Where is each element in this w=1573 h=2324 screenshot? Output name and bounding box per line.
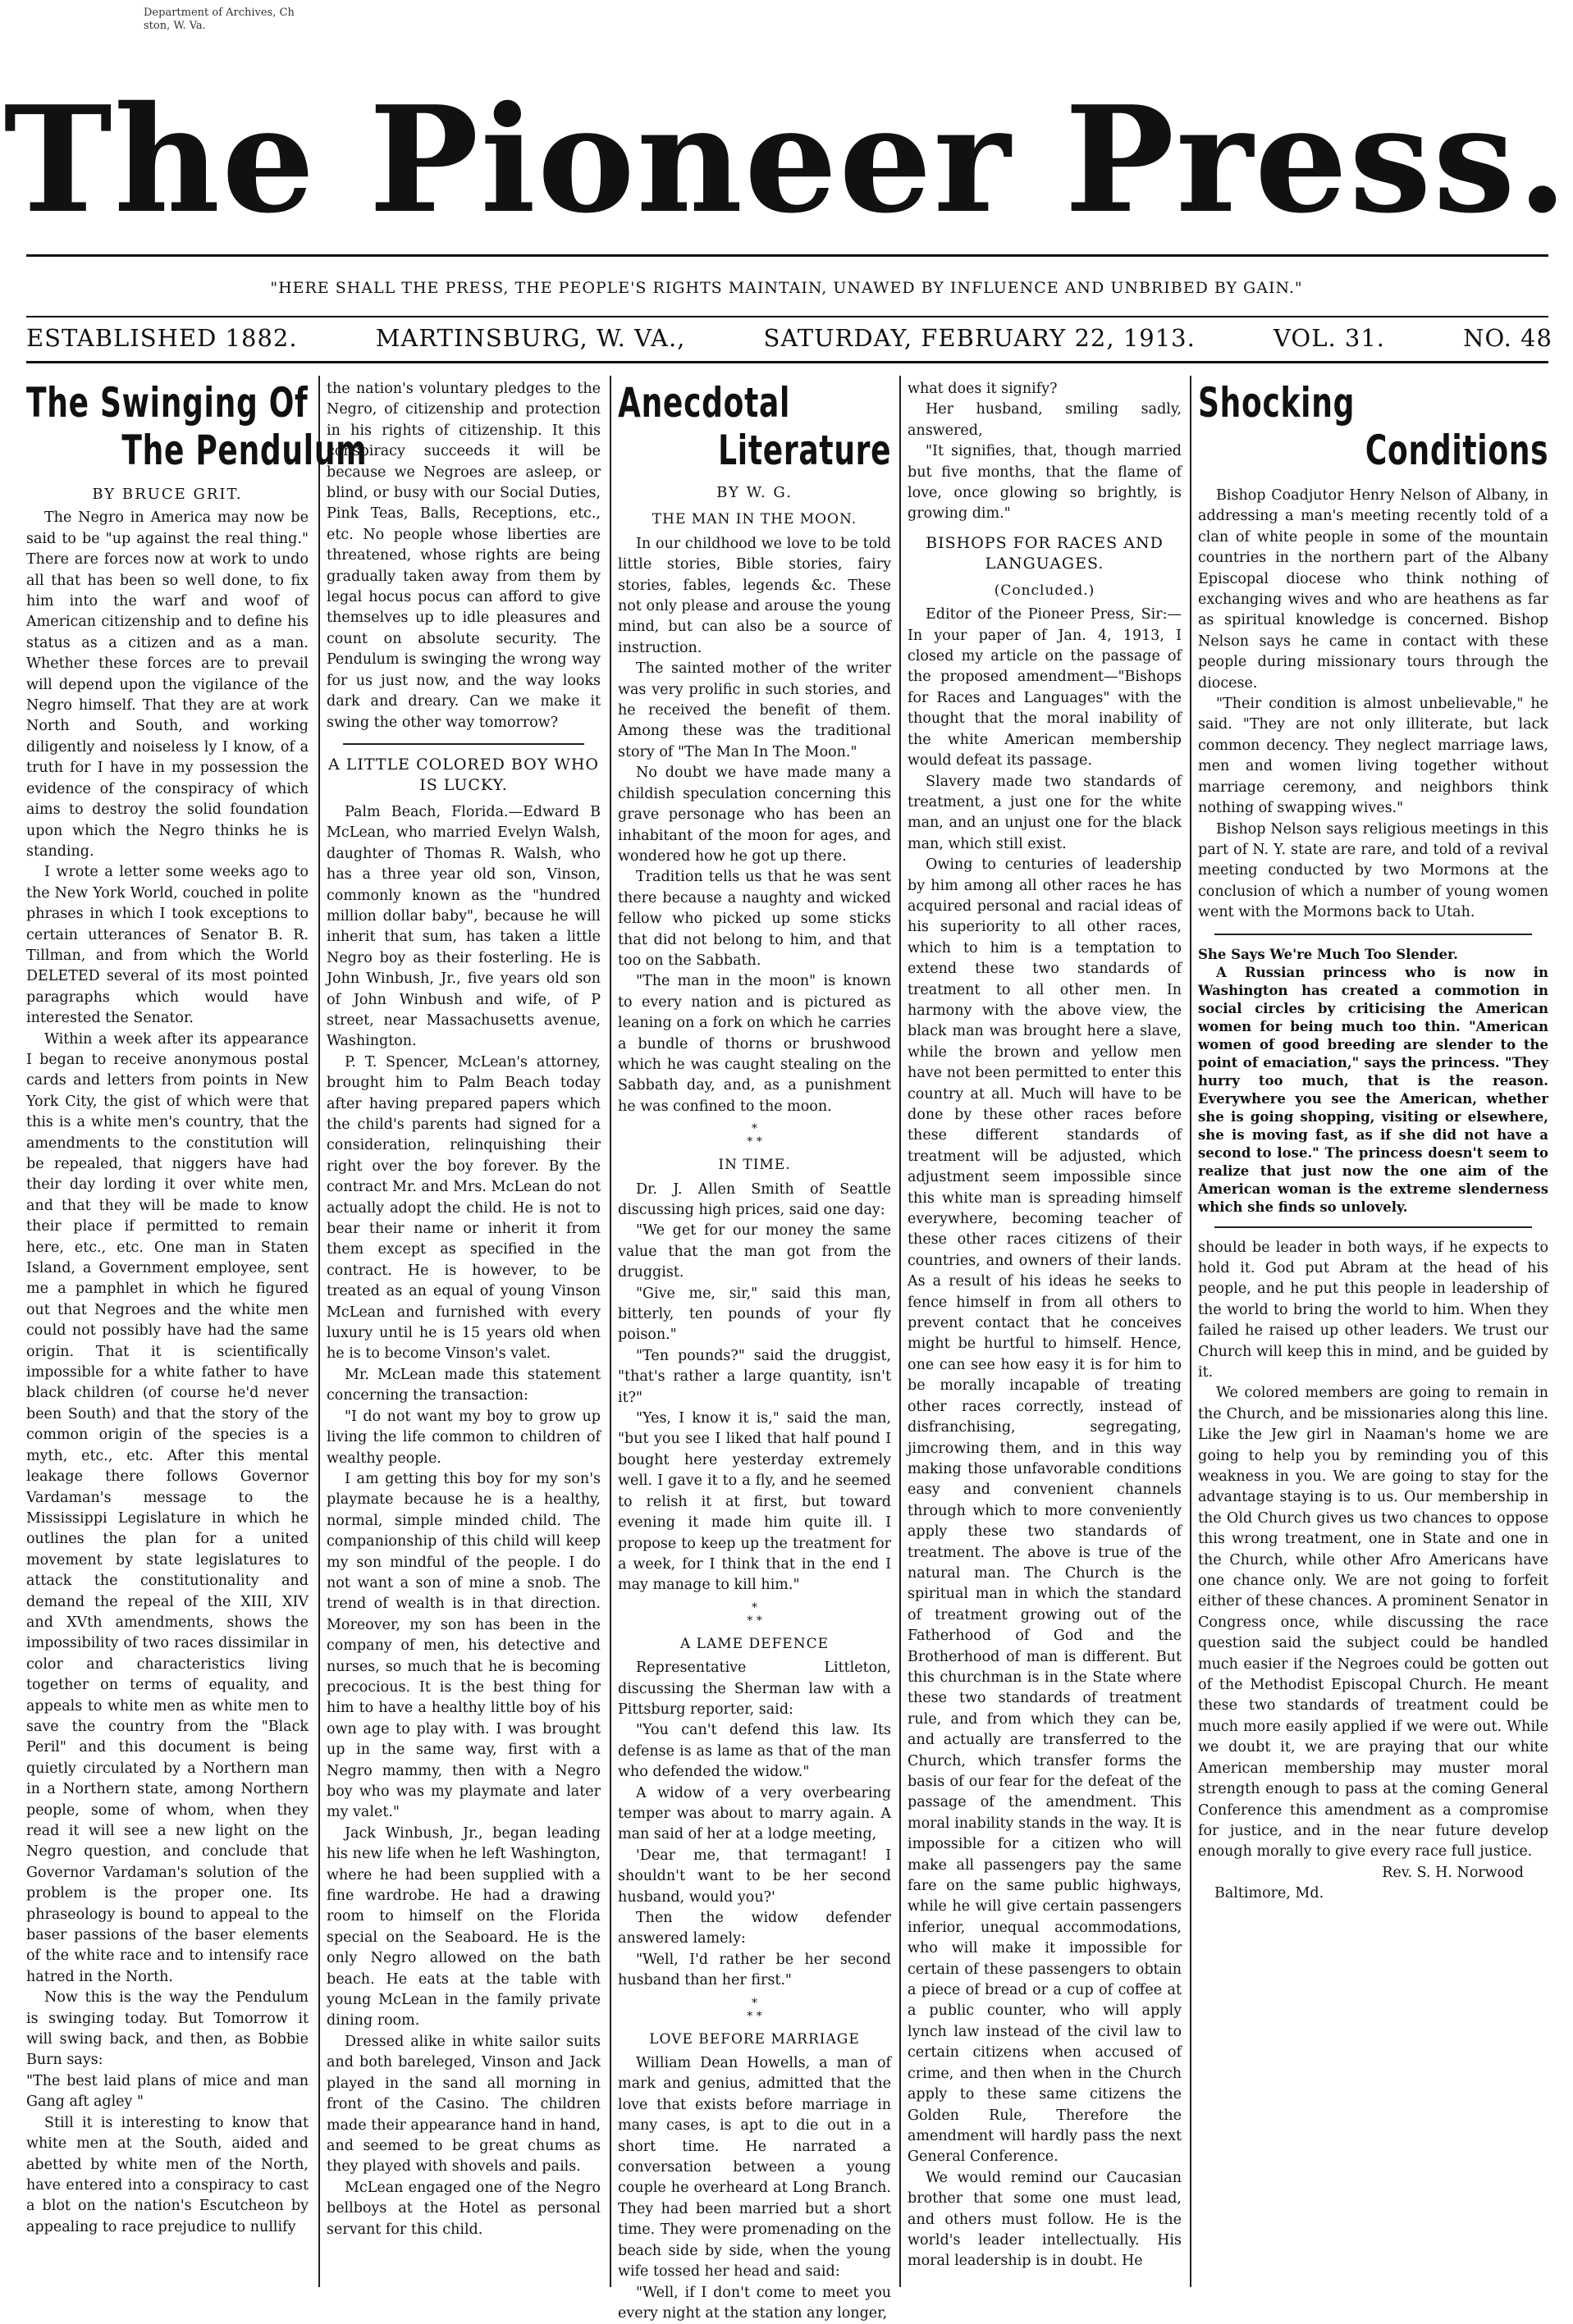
volume: VOL. 31. — [1273, 324, 1385, 352]
article-paragraph: I wrote a letter some weeks ago to the New York World, couched in polite phrases in which I took exceptions to certain utterances of Senator B. R. Tillman, and from which the World DELETED several of its most pointed paragraphs which would have interested the Senator. — [26, 862, 309, 1029]
article-paragraph: the nation's voluntary pledges to the Negro, of citizenship and protection in his rights of citizenship. It this conspiracy succeeds it will be because we Negroes are asleep, or blind, or busy with our Social Duties, Pink Teas, Balls, Receptions, etc., etc. No people whose liberties are threatened, whose rights are being gradually taken away from them by legal hocus pocus can afford to give themselves up to idle pleasures and count on absolute security. The Pendulum is swinging the wrong way for us just now, and the way looks dark and dreary. Can we make it swing the other way tomorrow? — [327, 379, 601, 733]
article-paragraph: Her husband, smiling sadly, answered, — [908, 400, 1182, 441]
subhead-man-in-moon: THE MAN IN THE MOON. — [618, 509, 891, 530]
asterism: * * * — [618, 1997, 891, 2023]
article-paragraph: Bishop Nelson says religious meetings in this part of N. Y. state are rare, and told of a revival meeting conducted by two Mormons at the conclusion of which a number of young women went with the Mormons back to Utah. — [1198, 820, 1548, 924]
subhead-bishops: BISHOPS FOR RACES AND LANGUAGES. — [908, 533, 1182, 574]
article-paragraph: Slavery made two standards of treatment, a just one for the white man, and an unjust one for the black man, which still exist. — [908, 772, 1182, 856]
column-rule-4 — [1190, 376, 1191, 2287]
headline-anecdotal-b: Literature — [718, 427, 891, 474]
article-paragraph: "I do not want my boy to grow up living the life common to children of wealthy people. — [327, 1407, 601, 1469]
article-paragraph: Dr. J. Allen Smith of Seattle discussing high prices, said one day: — [618, 1180, 891, 1221]
article-paragraph: "It signifies, that, though married but five months, that the flame of love, once glowing so brightly, is growing dim." — [908, 441, 1182, 525]
column-4 — [908, 379, 1182, 2290]
article-paragraph: No doubt we have made many a childish speculation concerning this grave personage who has been an inhabitant of the moon for ages, and wondered how he got up there. — [618, 763, 891, 867]
dateline — [26, 324, 1552, 352]
article-paragraph: Representative Littleton, discussing the Sherman law with a Pittsburg reporter, said: — [618, 1658, 891, 1720]
column-2 — [327, 379, 601, 2290]
article-paragraph: "Ten pounds?" said the druggist, "that's rather a large quantity, isn't it?" — [618, 1346, 891, 1409]
article-paragraph: Within a week after its appearance I began to receive anonymous postal cards and letters from points in New York City, the gist of which were that this is a white men's country, that the amendments to the constitution will be repealed, that niggers have had their day lording it over white men, and that they will be made to know their place if permitted to remain here, etc., etc. One man in Staten Island, a Government employee, sent me a pamphlet in which he figured out that Negroes and the white men could not possibly have had the same origin. That it is scientifically impossible for a white father to have black children (of course he'd never been South) and that the story of the common origin of the species is a myth, etc., etc. After this mental leakage there follows Governor Vardaman's message to the Mississippi Legislature in which he outlines the plan for a united movement by state legislatures to attack the constitutionality and demand the repeal of the XIII, XIV and XVth amendments, shows the impossibility of two races dissimilar in color and characteristics living together on terms of equality, and appeals to white men as white men to save the country from the "Black Peril" and this document is being quietly circulated by a Northern man in a Northern state, among Northern people, some of whom, when they read it will see a new light on the Negro question, and conclude that Governor Vardaman's solution of the problem is the proper one. Its phraseology is bound to appeal to the baser passions of the baser elements of the white race and to intensify race hatred in the North. — [26, 1030, 309, 1988]
article-paragraph: Still it is interesting to know that white men at the South, aided and abetted by white men of the North, have entered into a conspiracy to cast a blot on the nation's Escutcheon by appealing to race prejudice to nullify — [26, 2113, 309, 2238]
article-separator — [1214, 1226, 1532, 1228]
article-paragraph: 'Dear me, that termagant! I shouldn't want to be her second husband, would you?' — [618, 1846, 891, 1908]
article-paragraph: William Dean Howells, a man of mark and genius, admitted that the love that exists before marriage in many cases, is apt to die out in a short time. He narrated a conversation between a young couple he overheard at Long Branch. They had been married but a short time. They were promenading on the beach side by side, when the young wife tossed her head and said: — [618, 2053, 891, 2282]
column-1 — [26, 379, 309, 2290]
article-separator — [343, 743, 584, 745]
motto: "HERE SHALL THE PRESS, THE PEOPLE'S RIGHTS MAINTAIN, UNAWED BY INFLUENCE AND UNBRIBED BY GAIN." — [0, 279, 1573, 297]
dateline-bottom-rule — [26, 361, 1548, 363]
article-paragraph: Tradition tells us that he was sent there because a naughty and wicked fellow who picked up some sticks that did not belong to him, and that too on the Sabbath. — [618, 867, 891, 971]
subhead-too-slender: She Says We're Much Too Slender. — [1198, 945, 1548, 964]
article-paragraph: Dressed alike in white sailor suits and both bareleged, Vinson and Jack played in the sand all morning in front of the Casino. The children made their appearance hand in hand, and seemed to be great chums as they played with shovels and pails. — [327, 2032, 601, 2178]
article-paragraph: Palm Beach, Florida.—Edward B McLean, who married Evelyn Walsh, daughter of Thomas R. Walsh, who has a three year old son, Vinson, commonly known as the "hundred million dollar baby", because he will inherit that sum, has taken a little Negro boy as their fosterling. He is John Winbush, Jr., five years old son of John Winbush and wife, of P street, near Massachusetts avenue, Washington. — [327, 802, 601, 1052]
dateline-top-rule — [26, 316, 1548, 317]
article-paragraph: "Well, I'd rather be her second husband than her first." — [618, 1950, 891, 1992]
subhead-love-before-marriage: LOVE BEFORE MARRIAGE — [618, 2030, 891, 2050]
subhead-lame-defence: A LAME DEFENCE — [618, 1634, 891, 1655]
article-paragraph: "Well, if I don't come to meet you every night at the station any longer, — [618, 2283, 891, 2324]
signature-place: Baltimore, Md. — [1198, 1883, 1548, 1904]
article-paragraph: We colored members are going to remain in the Church, and be missionaries along this line. Like the Jew girl in Naaman's home we are going to help you by reminding you of this weakness in you. We are going to stay for the advantage staying is to us. Our membership in the Old Church gives us two chances to oppose this wrong treatment, one in State and one in the Church, while other Afro Americans have one chance only. We are not going to forfeit either of these chances. A prominent Senator in Congress once, while discussing the race question said the subject could be handled much easier if the Negroes could be gotten out of the Methodist Episcopal Church. He meant these two standards of treatment could be much more easily applied if we were out. While we doubt it, we are praying that our white American membership may muster moral strength enough to pass at the coming General Conference this amendment as a compromise for justice, and in the near future develop enough morally to give every race full justice. — [1198, 1383, 1548, 1862]
established: ESTABLISHED 1882. — [26, 324, 298, 352]
concluded-note: (Concluded.) — [908, 581, 1182, 601]
article-paragraph: We would remind our Caucasian brother that some one must lead, and others must follow. He is the world's leader intellectually. His moral leadership is in doubt. He — [908, 2168, 1182, 2272]
article-paragraph: "We get for our money the same value that the man got from the druggist. — [618, 1221, 891, 1283]
asterism: * * * — [618, 1122, 891, 1148]
article-paragraph: Owing to centuries of leadership by him among all other races he has acquired personal and racial ideas of his superiority to all other races, which to him is a temptation to extend these two standards of treatment to all other men. In harmony with the above view, the black man was brought here a slave, while the brown and yellow men have not been permitted to enter this country at all. Much will have to be done by these other races before these different standards of treatment will be adjusted, which adjustment seem impossible since this white man is spreading himself everywhere, becoming teacher of these other races citizens of their countries, and owners of their lands. As a result of his ideas he seeks to fence himself in from all others to prevent contact that he conceives might be hurtful to himself. Hence, one can see how easy it is for him to be morally incapable of treating other races correctly, instead of disfranchising, segregating, jimcrowing them, and in this way making those unfavorable conditions easy and convenient channels through which to more conveniently apply these two standards of treatment. The above is true of the natural man. The Church is the spiritual man in which the standard of treatment growing out of the Fatherhood of God and the Brotherhood of man is different. But this churchman is in the State where these two standards of treatment rule, and from which they can be, and actually are transferred to the Church, which transfer forms the basis of our fear for the defeat of the passage of the amendment. This moral inability stands in the way. It is impossible for a citizen who will make all passengers pay the same fare on the same public highways, while he will give certain passengers inferior, unequal accommodations, who will make it impossible for certain of these passengers to obtain a piece of bread or a cup of coffee at a public counter, who will apply lynch law instead of the civil law to certain citizens when accused of crime, and then when in the Church apply to these same citizens the Golden Rule, Therefore the amendment will hardly pass the next General Conference. — [908, 855, 1182, 2168]
asterism: * * * — [618, 1601, 891, 1628]
issue-date: SATURDAY, FEBRUARY 22, 1913. — [764, 324, 1196, 352]
article-paragraph: In our childhood we love to be told little stories, Bible stories, fairy stories, fables, legends &c. These not only please and arouse the young mind, but can also be a source of instruction. — [618, 534, 891, 659]
stamp-line-2: ston, W. Va. — [144, 20, 295, 33]
place: MARTINSBURG, W. VA., — [376, 324, 686, 352]
article-paragraph: should be leader in both ways, if he expects to hold it. God put Abram at the head of his people, and he put this people in leadership of the world to bring the world to him. When they failed he raised up other leaders. We trust our Church will keep this in mind, and be guided by it. — [1198, 1238, 1548, 1384]
headline-shocking-b: Conditions — [1365, 427, 1548, 474]
article-paragraph: Editor of the Pioneer Press, Sir:— In your paper of Jan. 4, 1913, I closed my article on the passage of the proposed amendment—"Bishops for Races and Languages" with the thought that the moral inability of the white American membership would defeat its passage. — [908, 605, 1182, 771]
article-paragraph: "You can't defend this law. Its defense is as lame as that of the man who defended the widow." — [618, 1720, 891, 1783]
article-paragraph: McLean engaged one of the Negro bellboys at the Hotel as personal servant for this child. — [327, 2178, 601, 2240]
byline-bruce-grit: BY BRUCE GRIT. — [26, 484, 309, 505]
column-rule-3 — [899, 376, 901, 2287]
stamp-line-1: Department of Archives, Ch — [144, 7, 295, 20]
article-paragraph: A widow of a very overbearing temper was about to marry again. A man said of her at a lodge meeting, — [618, 1783, 891, 1846]
article-paragraph: "Their condition is almost unbelievable," he said. "They are not only illiterate, but lack common decency. They neglect marriage laws, men and women living together without marriage ceremony, and neighbors think nothing of swapping wives." — [1198, 694, 1548, 819]
article-paragraph: The sainted mother of the writer was very prolific in such stories, and he received the benefit of them. Among these was the traditional story of "The Man In The Moon." — [618, 659, 891, 763]
headline-swinging-a: The Swinging Of — [26, 379, 230, 427]
article-paragraph: The Negro in America may now be said to be "up against the real thing." There are forces now at work to undo all that has been so well done, to fix him into the warf and woof of American citizenship and to define his status as a citizen and as a man. Whether these forces are to prevail will depend upon the vigilance of the Negro himself. That they are at work North and South, and working diligently and noiseless ly I know, of a truth for I have in my possession the evidence of the conspiracy of which aims to destroy the solid foundation upon which the Negro thinks he is standing. — [26, 508, 309, 862]
masthead-title: The Pioneer Press. — [0, 78, 1573, 242]
article-paragraph: "The man in the moon" is known to every nation and is pictured as leaning on a fork on which he carries a bundle of thorns or brushwood which he was caught stealing on the Sabbath day, and, as a punishment he was confined to the moon. — [618, 971, 891, 1117]
column-5 — [1198, 379, 1548, 2290]
column-3 — [618, 379, 891, 2290]
article-paragraph: Now this is the way the Pendulum is swinging today. But Tomorrow it will swing back, and then, as Bobbie Burn says: — [26, 1988, 309, 2071]
column-rule-2 — [610, 376, 611, 2287]
masthead-rule — [26, 254, 1548, 257]
subhead-in-time: IN TIME. — [618, 1155, 891, 1176]
article-paragraph: Jack Winbush, Jr., began leading his new life when he left Washington, where he had been supplied with a fine wardrobe. He had a drawing room to himself on the Florida special on the Seaboard. He is the only Negro allowed on the bath beach. He eats at the table with young McLean in the family private dining room. — [327, 1824, 601, 2032]
article-paragraph: "Yes, I know it is," said the man, "but you see I liked that half pound I bought here yesterday extremely well. I gave it to a fly, and he seemed to relish it at first, but toward evening it made him quite ill. I propose to keep up the treatment for a week, for I think that in the end I may manage to kill him." — [618, 1409, 891, 1596]
article-paragraph: "Give me, sir," said this man, bitterly, ten pounds of your fly poison." — [618, 1284, 891, 1346]
issue-number: NO. 48 — [1463, 324, 1552, 352]
slender-article: A Russian princess who is now in Washington has created a commotion in social circles by criticising the American women for being much too thin. "American women of good breeding are slender to the point of emaciation," says the princess. "They hurry too much, that is the reason. Everywhere you see the American, whether she is going shopping, visiting or elsewhere, she is moving fast, as if she did not have a second to lose." The princess doesn't seem to realize that just now the one aim of the American woman is the extreme slenderness which she finds so unlovely. — [1198, 964, 1548, 1217]
headline-shocking-a: Shocking — [1198, 379, 1450, 427]
byline-wg: BY W. G. — [618, 482, 891, 503]
archive-stamp — [144, 7, 295, 33]
article-paragraph: Mr. McLean made this statement concerning the transaction: — [327, 1365, 601, 1407]
article-paragraph: what does it signify? — [908, 379, 1182, 400]
headline-swinging-b: The Pendulum — [121, 427, 367, 474]
article-quote: "The best laid plans of mice and man Gang aft agley " — [26, 2071, 309, 2113]
article-separator — [1214, 934, 1532, 935]
signature-name: Rev. S. H. Norwood — [1198, 1863, 1548, 1883]
article-paragraph: Bishop Coadjutor Henry Nelson of Albany, in addressing a man's meeting recently told of a clan of white people in some of the mountain countries in the northern part of the Albany Episcopal diocese who think nothing of exchanging wives and who are heathens as far as spiritual knowledge is concerned. Bishop Nelson says he came in contact with these people during missionary tours through the diocese. — [1198, 486, 1548, 694]
subhead-colored-boy: A LITTLE COLORED BOY WHO IS LUCKY. — [327, 755, 601, 796]
column-rule-1 — [318, 376, 320, 2287]
article-paragraph: I am getting this boy for my son's playmate because he is a healthy, normal, simple minded child. The companionship of this child will keep my son mindful of the people. I do not want a son of mine a snob. The trend of wealth is in that direction. Moreover, my son has been in the company of men, his detective and nurses, so much that he is becoming precocious. It is the best thing for him to have a healthy little boy of his own age to play with. I was brought up in the same way, first with a Negro mammy, then with a Negro boy who was my playmate and later my valet." — [327, 1469, 601, 1824]
article-paragraph: P. T. Spencer, McLean's attorney, brought him to Palm Beach today after having prepared papers which the child's parents had signed for a consideration, relinquishing their right over the boy forever. By the contract Mr. and Mrs. McLean do not actually adopt the child. He is not to bear their name or inherit it from them except as specified in the contract. He is however, to be treated as an equal of young Vinson McLean and furnished with every luxury until he is 15 years old when he is to become Vinson's valet. — [327, 1052, 601, 1365]
headline-anecdotal-a: Anecdotal — [618, 379, 815, 427]
article-paragraph: Then the widow defender answered lamely: — [618, 1908, 891, 1950]
